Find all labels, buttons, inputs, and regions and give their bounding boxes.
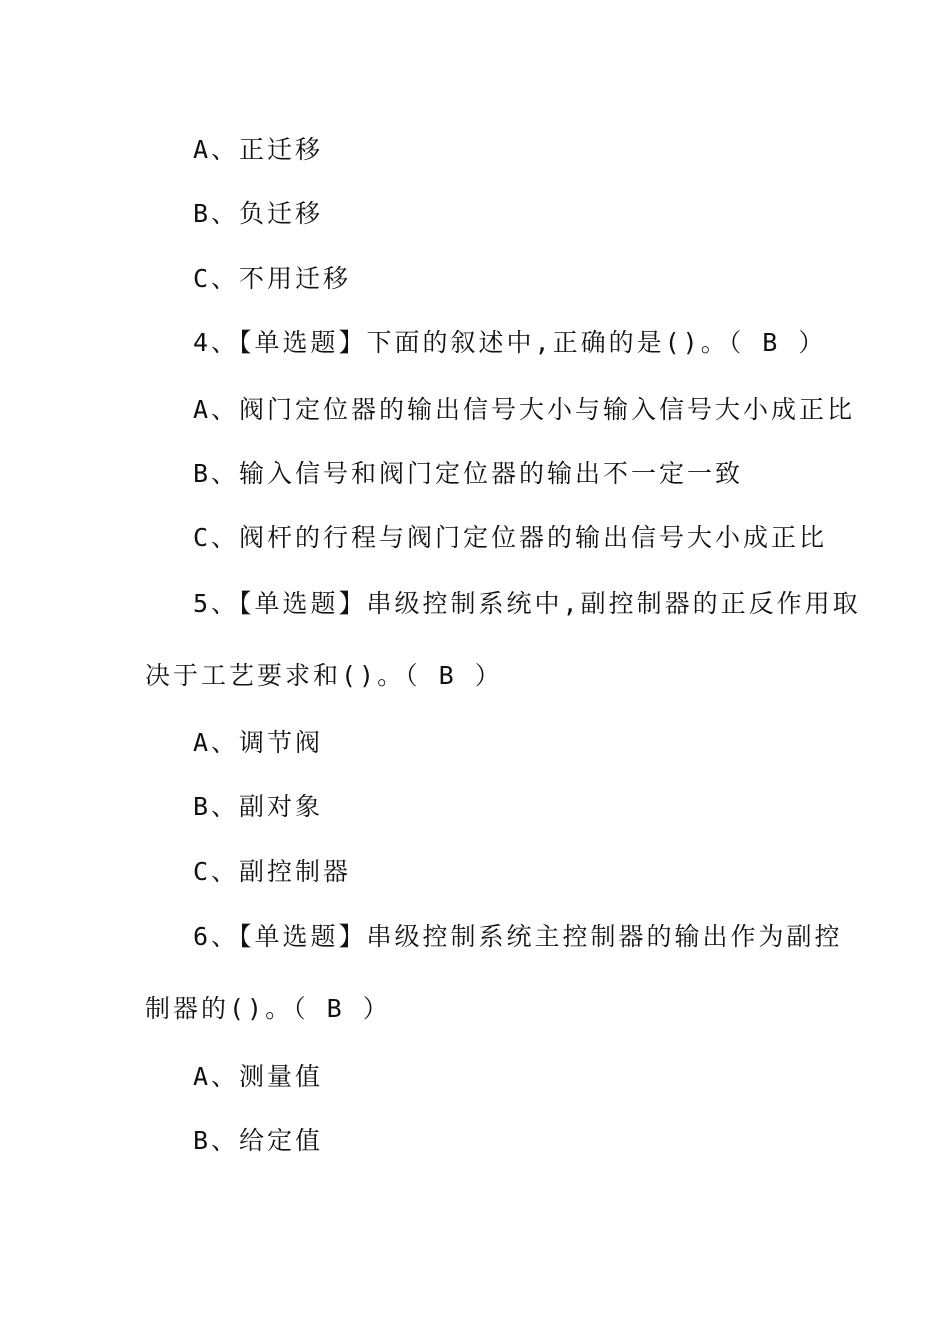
question-line: 4、【单选题】下面的叙述中,正确的是()。（ B ） xyxy=(193,328,827,357)
option-line: B、输入信号和阀门定位器的输出不一定一致 xyxy=(193,459,744,488)
option-line: B、负迁移 xyxy=(193,199,324,228)
option-line: B、副对象 xyxy=(193,792,324,821)
question-line: 5、【单选题】串级控制系统中,副控制器的正反作用取 xyxy=(193,589,861,618)
option-line: C、阀杆的行程与阀门定位器的输出信号大小成正比 xyxy=(193,523,828,552)
option-line: A、调节阀 xyxy=(193,728,324,757)
question-line: 6、【单选题】串级控制系统主控制器的输出作为副控 xyxy=(193,922,843,951)
option-line: A、正迁移 xyxy=(193,135,324,164)
option-line: A、测量值 xyxy=(193,1062,324,1091)
option-line: A、阀门定位器的输出信号大小与输入信号大小成正比 xyxy=(193,395,856,424)
question-continuation-line: 制器的()。（ B ） xyxy=(145,994,391,1023)
question-continuation-line: 决于工艺要求和()。（ B ） xyxy=(145,661,503,690)
option-line: C、不用迁移 xyxy=(193,264,352,293)
option-line: C、副控制器 xyxy=(193,857,352,886)
option-line: B、给定值 xyxy=(193,1126,324,1155)
